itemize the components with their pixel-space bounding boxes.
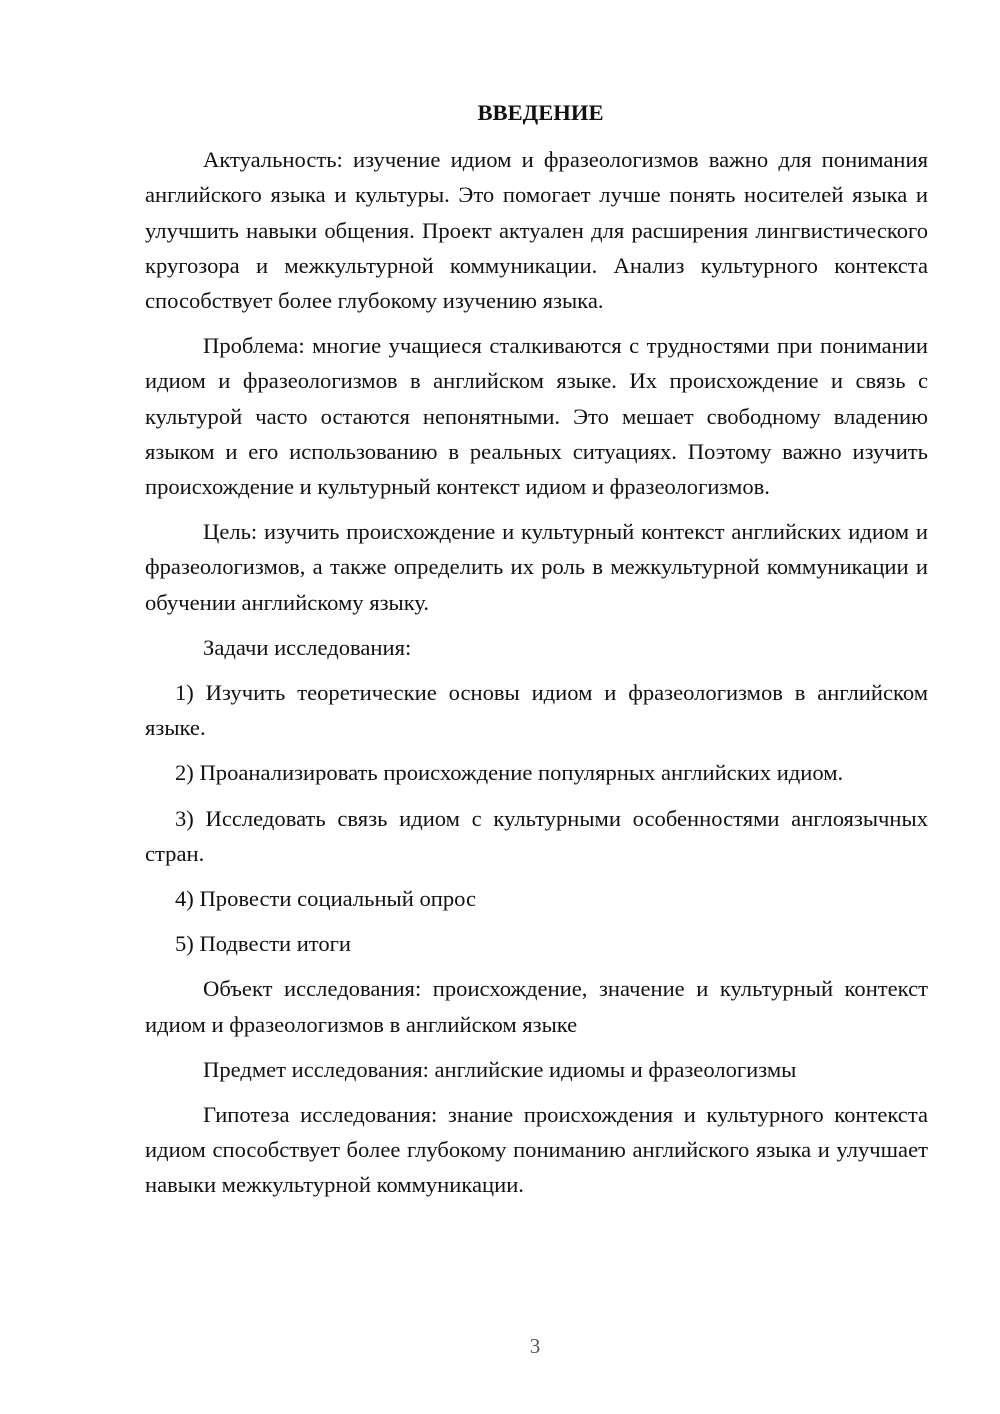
object-paragraph: Объект исследования: происхождение, значение и культурный контекст идиом и фразеологизмов в английском языке xyxy=(145,976,928,1037)
page-body xyxy=(145,95,928,1213)
task-item-1: 1) Изучить теоретические основы идиом и фразеологизмов в английском языке. xyxy=(145,680,928,741)
tasks-heading: Задачи исследования: xyxy=(203,634,412,660)
page-title: ВВЕДЕНИЕ xyxy=(477,100,604,125)
subject-paragraph: Предмет исследования: английские идиомы и фразеологизмы xyxy=(203,1056,797,1082)
task-item-3: 3) Исследовать связь идиом с культурными особенностями англоязычных стран. xyxy=(145,805,928,866)
task-item-4: 4) Провести социальный опрос xyxy=(175,886,477,912)
task-item-5: 5) Подвести итоги xyxy=(175,931,352,957)
page-number: 3 xyxy=(529,1334,541,1358)
task-item-2: 2) Проанализировать происхождение популярных английских идиом. xyxy=(175,760,844,786)
problem-paragraph: Проблема: многие учащиеся сталкиваются с трудностями при понимании идиом и фразеологизмов в английском языке. Их происхождение и связь с культурой часто остаются непонятными. Это мешает свободному владению языком и его использованию в реальных ситуациях. Поэтому важно изучить происхождение и культурный контекст идиом и фразеологизмов. xyxy=(145,333,928,500)
relevance-paragraph: Актуальность: изучение идиом и фразеологизмов важно для понимания английского языка и культуры. Это помогает лучше понять носителей языка и улучшить навыки общения. Проект актуален для расширения лингвистического кругозора и межкультурной коммуникации. Анализ культурного контекста способствует более глубокому изучению языка. xyxy=(145,147,928,314)
hypothesis-paragraph: Гипотеза исследования: знание происхождения и культурного контекста идиом способствует более глубокому пониманию английского языка и улучшает навыки межкультурной коммуникации. xyxy=(145,1102,928,1198)
goal-paragraph: Цель: изучить происхождение и культурный контекст английских идиом и фразеологизмов, а также определить их роль в межкультурной коммуникации и обучении английскому языку. xyxy=(145,519,928,615)
